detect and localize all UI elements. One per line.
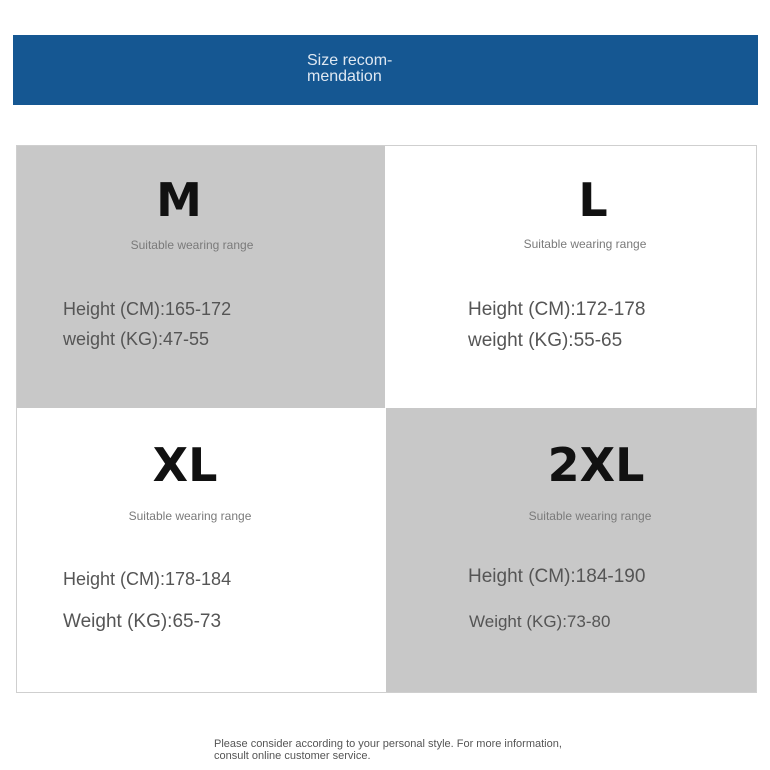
height-range: Height (CM):172-178 <box>468 299 646 320</box>
size-label: XL <box>152 438 218 492</box>
size-card-2xl <box>386 408 756 692</box>
weight-range: Weight (KG):65-73 <box>63 611 222 632</box>
range-label: Suitable wearing range <box>528 509 652 523</box>
height-range: Height (CM):165-172 <box>63 299 232 319</box>
footer-note: Please consider according to your personal style. For more information, consult online customer service. <box>214 738 562 762</box>
size-label: L <box>578 173 608 227</box>
height-range: Height (CM):178-184 <box>63 569 232 589</box>
size-label: M <box>156 173 202 227</box>
size-label: 2XL <box>547 438 645 492</box>
size-chart-grid <box>16 145 757 693</box>
size-card-l <box>385 146 756 408</box>
size-recommendation-banner <box>13 35 758 105</box>
range-label: Suitable wearing range <box>523 237 647 251</box>
weight-range: weight (KG):47-55 <box>63 329 210 349</box>
height-range: Height (CM):184-190 <box>468 566 646 587</box>
range-label: Suitable wearing range <box>128 509 252 523</box>
weight-range: weight (KG):55-65 <box>468 330 623 351</box>
weight-range: Weight (KG):73-80 <box>469 612 611 631</box>
size-card-xl <box>17 408 386 692</box>
range-label: Suitable wearing range <box>130 238 254 252</box>
banner-title: Size recom- mendation <box>307 52 393 85</box>
size-card-m <box>17 146 385 408</box>
